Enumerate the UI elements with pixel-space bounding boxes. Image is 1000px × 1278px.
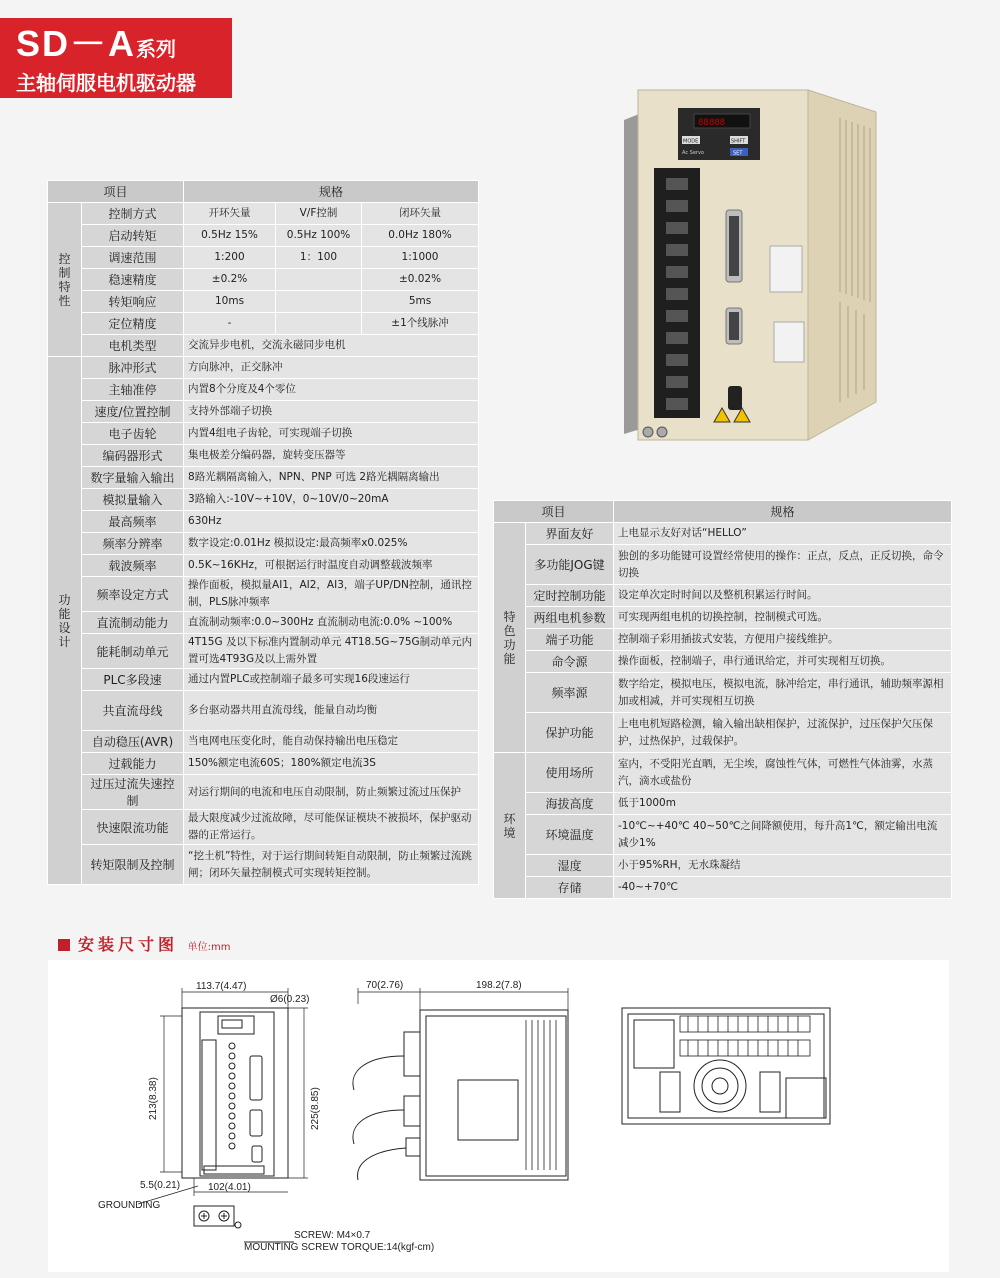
table-row <box>48 634 479 669</box>
row-value: 设定单次定时时间以及整机积累运行时间。 <box>614 585 952 607</box>
table-row <box>48 691 479 731</box>
row-value: “挖土机”特性，对于运行期间转矩自动限制，防止频繁过流跳闸；闭环矢量控制模式可实现转矩控制。 <box>184 845 479 885</box>
row-item: 定时控制功能 <box>526 585 614 607</box>
row-value: 5ms <box>362 291 479 313</box>
row-item: 过载能力 <box>82 753 184 775</box>
row-item: 能耗制动单元 <box>82 634 184 669</box>
dim-side-depth: 198.2(7.8) <box>476 980 522 991</box>
table-row <box>494 753 952 793</box>
row-item: 湿度 <box>526 855 614 877</box>
header-spec: 规格 <box>614 501 952 523</box>
row-item: PLC多段速 <box>82 669 184 691</box>
table-row <box>494 585 952 607</box>
table-row <box>494 545 952 585</box>
row-value: 1：100 <box>276 247 362 269</box>
row-item: 模拟量输入 <box>82 489 184 511</box>
row-value: ±1个线脉冲 <box>362 313 479 335</box>
row-value: 10ms <box>184 291 276 313</box>
screw-spec: SCREW: M4×0.7 <box>294 1230 371 1241</box>
row-value: 1:200 <box>184 247 276 269</box>
series-banner <box>0 18 232 98</box>
row-item: 转矩响应 <box>82 291 184 313</box>
row-item: 调速范围 <box>82 247 184 269</box>
table-row <box>48 423 479 445</box>
header-item: 项目 <box>494 501 614 523</box>
row-item: 稳速精度 <box>82 269 184 291</box>
row-value: 方向脉冲，正交脉冲 <box>184 357 479 379</box>
product-image <box>618 82 890 458</box>
series-suffix: 系列 <box>136 39 177 61</box>
row-value: 3路输入:-10V~+10V，0~10V/0~20mA <box>184 489 479 511</box>
screw-torque: MOUNTING SCREW TORQUE:14(kgf-cm) <box>244 1242 435 1253</box>
row-item: 频率分辨率 <box>82 533 184 555</box>
table-row <box>48 810 479 845</box>
row-value: 数字设定:0.01Hz 模拟设定:最高频率x0.025% <box>184 533 479 555</box>
row-value: 内置4组电子齿轮，可实现端子切换 <box>184 423 479 445</box>
series-name: SD－A <box>16 23 137 64</box>
row-item: 主轴准停 <box>82 379 184 401</box>
row-value: 最大限度减少过流故障，尽可能保证模块不被损坏，保护驱动器的正常运行。 <box>184 810 479 845</box>
row-value: 独创的多功能键可设置经常使用的操作：正点，反点，正反切换，命令切换 <box>614 545 952 585</box>
table-row <box>48 612 479 634</box>
dim-bottom-width: 102(4.01) <box>208 1182 251 1193</box>
dimension-drawing <box>48 960 949 1272</box>
control-function-spec-table <box>47 180 479 885</box>
table-row <box>48 379 479 401</box>
header-item: 项目 <box>48 181 184 203</box>
row-item: 电子齿轮 <box>82 423 184 445</box>
table-row <box>48 577 479 612</box>
grounding-label: GROUNDING <box>98 1200 161 1211</box>
row-item: 共直流母线 <box>82 691 184 731</box>
row-value: 操作面板，模拟量AI1，AI2，AI3，端子UP/DN控制，通讯控制，PLS脉冲频率 <box>184 577 479 612</box>
table-row <box>48 511 479 533</box>
row-item: 存储 <box>526 877 614 899</box>
row-value: 可实现两组电机的切换控制，控制模式可选。 <box>614 607 952 629</box>
table-row <box>48 445 479 467</box>
row-item: 电机类型 <box>82 335 184 357</box>
row-value <box>276 291 362 313</box>
table-row <box>494 793 952 815</box>
row-item: 端子功能 <box>526 629 614 651</box>
table-row <box>48 845 479 885</box>
row-value: -40~+70℃ <box>614 877 952 899</box>
table-row <box>48 731 479 753</box>
table-row <box>48 489 479 511</box>
row-item: 保护功能 <box>526 713 614 753</box>
row-value: 上电电机短路检测，输入输出缺相保护，过流保护，过压保护欠压保护，过热保护，过载保护。 <box>614 713 952 753</box>
row-value: 4T15G 及以下标准内置制动单元 4T18.5G~75G制动单元内置可选4T93G及以上需外置 <box>184 634 479 669</box>
col-closed-loop: 闭环矢量 <box>362 203 479 225</box>
row-value: 8路光耦隔离输入，NPN、PNP 可选 2路光耦隔离输出 <box>184 467 479 489</box>
table-row <box>48 401 479 423</box>
row-value: - <box>184 313 276 335</box>
table-row <box>494 855 952 877</box>
row-value: 1:1000 <box>362 247 479 269</box>
table-row <box>48 669 479 691</box>
col-open-loop: 开环矢量 <box>184 203 276 225</box>
row-value: 上电显示友好对话“HELLO” <box>614 523 952 545</box>
product-subtitle: 主轴伺服电机驱动器 <box>16 71 196 95</box>
dim-side-small: 70(2.76) <box>366 980 404 991</box>
table-row <box>494 607 952 629</box>
row-item: 自动稳压(AVR) <box>82 731 184 753</box>
section-title: 安装尺寸图 单位:mm <box>58 932 230 955</box>
dim-height-left: 213(8.38) <box>148 1077 159 1120</box>
table-row <box>48 555 479 577</box>
dim-height-right: 225(8.85) <box>310 1087 321 1130</box>
feature-environment-spec-table <box>493 500 952 899</box>
row-value: 当电网电压变化时，能自动保持输出电压稳定 <box>184 731 479 753</box>
row-value: 对运行期间的电流和电压自动限制，防止频繁过流过压保护 <box>184 775 479 810</box>
row-item: 直流制动能力 <box>82 612 184 634</box>
row-value: 0.5Hz 100% <box>276 225 362 247</box>
row-value: 支持外部端子切换 <box>184 401 479 423</box>
row-value: 低于1000m <box>614 793 952 815</box>
row-value: 操作面板，控制端子，串行通讯给定，并可实现相互切换。 <box>614 651 952 673</box>
row-item: 使用场所 <box>526 753 614 793</box>
row-value: 150%额定电流60S；180%额定电流3S <box>184 753 479 775</box>
table-row <box>494 877 952 899</box>
row-value: 0.5Hz 15% <box>184 225 276 247</box>
row-item: 启动转矩 <box>82 225 184 247</box>
row-item: 数字量输入输出 <box>82 467 184 489</box>
row-value: 室内，不受阳光直晒，无尘埃，腐蚀性气体，可燃性气体油雾，水蒸汽，滴水或盐份 <box>614 753 952 793</box>
row-item: 载波频率 <box>82 555 184 577</box>
category-function: 功能设计 <box>48 357 82 885</box>
row-value: 集电极差分编码器，旋转变压器等 <box>184 445 479 467</box>
dim-hole: Ø6(0.23) <box>270 994 310 1005</box>
mode-button-label: MODE <box>683 138 699 145</box>
table-row <box>48 753 479 775</box>
table-row <box>494 651 952 673</box>
table-row <box>494 523 952 545</box>
category-control: 控制特性 <box>48 203 82 357</box>
category-feature: 特色功能 <box>494 523 526 753</box>
row-item: 转矩限制及控制 <box>82 845 184 885</box>
row-value: -10℃~+40℃ 40~50℃之间降额使用，每升高1℃，额定输出电流减少1% <box>614 815 952 855</box>
row-item: 频率设定方式 <box>82 577 184 612</box>
row-value: 控制端子彩用插拔式安装，方便用户接线维护。 <box>614 629 952 651</box>
row-item: 编码器形式 <box>82 445 184 467</box>
row-value: ±0.2% <box>184 269 276 291</box>
row-value: 直流制动频率:0.0~300Hz 直流制动电流:0.0% ~100% <box>184 612 479 634</box>
square-bullet-icon <box>58 939 70 951</box>
row-value: 630Hz <box>184 511 479 533</box>
table-row <box>48 775 479 810</box>
table-row <box>48 467 479 489</box>
row-item: 快速限流功能 <box>82 810 184 845</box>
row-item: 两组电机参数 <box>526 607 614 629</box>
dim-width-top: 113.7(4.47) <box>196 981 247 992</box>
table-row <box>48 357 479 379</box>
row-item: 最高频率 <box>82 511 184 533</box>
row-value: 通过内置PLC或控制端子最多可实现16段速运行 <box>184 669 479 691</box>
row-value: ±0.02% <box>362 269 479 291</box>
row-item: 定位精度 <box>82 313 184 335</box>
header-spec: 规格 <box>184 181 479 203</box>
row-item: 环境温度 <box>526 815 614 855</box>
dim-bottom-offset: 5.5(0.21) <box>140 1180 181 1191</box>
row-value: 小于95%RH，无水珠凝结 <box>614 855 952 877</box>
table-row <box>494 673 952 713</box>
row-value: 交流异步电机，交流永磁同步电机 <box>184 335 479 357</box>
brand-label: Ac Servo <box>682 150 704 156</box>
category-environment: 环境 <box>494 753 526 899</box>
row-item: 频率源 <box>526 673 614 713</box>
shift-button-label: SHIFT <box>731 138 746 145</box>
col-vf: V/F控制 <box>276 203 362 225</box>
row-value: 数字给定，模拟电压，模拟电流，脉冲给定，串行通讯，辅助频率源相加或相减，并可实现相互切换 <box>614 673 952 713</box>
row-item: 海拔高度 <box>526 793 614 815</box>
row-value: 0.0Hz 180% <box>362 225 479 247</box>
table-row <box>48 533 479 555</box>
row-value: 内置8个分度及4个零位 <box>184 379 479 401</box>
set-button-label: SET <box>733 150 743 157</box>
row-value <box>276 269 362 291</box>
row-item: 命令源 <box>526 651 614 673</box>
row-item: 速度/位置控制 <box>82 401 184 423</box>
table-row <box>494 815 952 855</box>
table-row <box>494 629 952 651</box>
row-item: 过压过流失速控制 <box>82 775 184 810</box>
svg-text:88888: 88888 <box>698 118 726 128</box>
row-value: 多台驱动器共用直流母线，能量自动均衡 <box>184 691 479 731</box>
row-value: 0.5K~16KHz，可根据运行时温度自动调整载波频率 <box>184 555 479 577</box>
unit-label: 单位:mm <box>187 942 231 953</box>
row-item: 控制方式 <box>82 203 184 225</box>
table-row <box>494 713 952 753</box>
row-value <box>276 313 362 335</box>
row-item: 界面友好 <box>526 523 614 545</box>
row-item: 脉冲形式 <box>82 357 184 379</box>
row-item: 多功能JOG键 <box>526 545 614 585</box>
